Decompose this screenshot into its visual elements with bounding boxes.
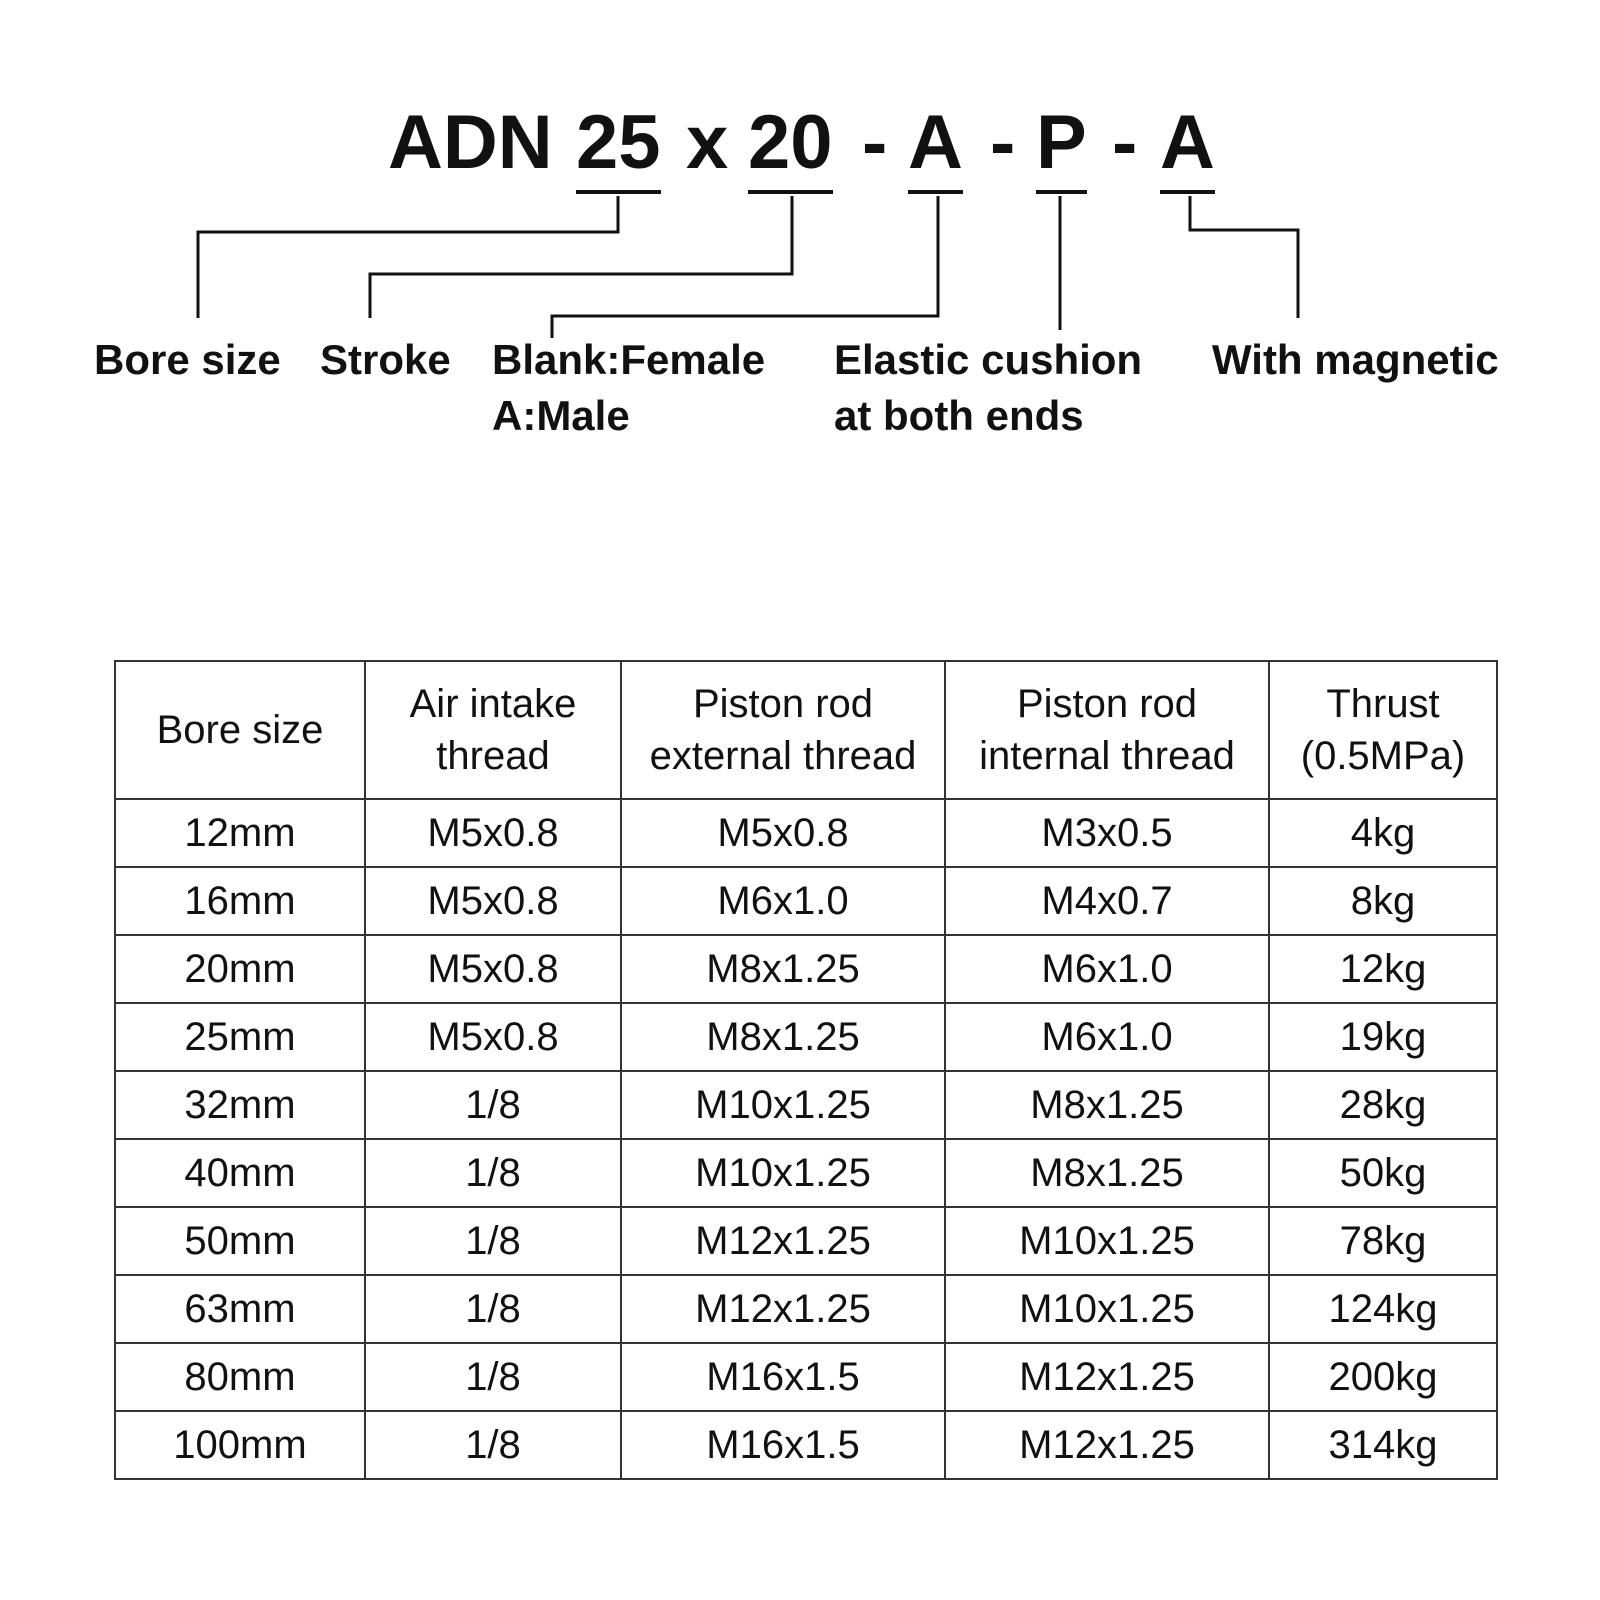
cell-external-thread: M6x1.0	[621, 867, 945, 935]
model-stroke-code: 20	[748, 98, 833, 188]
model-dash-1: -	[862, 100, 888, 185]
table-header-row	[115, 661, 1497, 799]
cell-bore-size: 100mm	[115, 1411, 365, 1479]
table-row	[115, 799, 1497, 867]
cell-internal-thread: M6x1.0	[945, 935, 1269, 1003]
model-bore-code: 25	[576, 98, 661, 188]
table-row	[115, 1139, 1497, 1207]
cell-external-thread: M10x1.25	[621, 1139, 945, 1207]
cell-thrust: 78kg	[1269, 1207, 1497, 1275]
cell-external-thread: M16x1.5	[621, 1343, 945, 1411]
model-cushion-code: P	[1036, 98, 1087, 188]
cell-thrust: 4kg	[1269, 799, 1497, 867]
cell-bore-size: 40mm	[115, 1139, 365, 1207]
cell-thrust: 314kg	[1269, 1411, 1497, 1479]
cell-internal-thread: M8x1.25	[945, 1071, 1269, 1139]
model-thread-code: A	[908, 98, 963, 188]
callout-thread-line-1: Blank:Female	[492, 336, 766, 383]
callout-thread-line-2: A:Male	[492, 392, 630, 439]
model-dash-3: -	[1112, 100, 1138, 185]
table-row	[115, 1275, 1497, 1343]
callout-stroke	[320, 332, 451, 388]
callout-bore-size-label: Bore size	[94, 336, 281, 383]
cell-external-thread: M5x0.8	[621, 799, 945, 867]
callout-cushion	[834, 332, 1142, 444]
cell-external-thread: M8x1.25	[621, 1003, 945, 1071]
cell-air-intake-thread: M5x0.8	[365, 935, 621, 1003]
cell-air-intake-thread: M5x0.8	[365, 799, 621, 867]
cell-internal-thread: M6x1.0	[945, 1003, 1269, 1071]
cell-internal-thread: M12x1.25	[945, 1343, 1269, 1411]
cell-air-intake-thread: 1/8	[365, 1411, 621, 1479]
cell-bore-size: 32mm	[115, 1071, 365, 1139]
spec-table	[114, 660, 1498, 1480]
header-bore-size: Bore size	[115, 661, 365, 799]
callout-magnetic-label: With magnetic	[1212, 336, 1499, 383]
cell-internal-thread: M4x0.7	[945, 867, 1269, 935]
table-row	[115, 867, 1497, 935]
callout-bore-size	[94, 332, 281, 388]
cell-bore-size: 20mm	[115, 935, 365, 1003]
cell-thrust: 12kg	[1269, 935, 1497, 1003]
cell-bore-size: 12mm	[115, 799, 365, 867]
model-prefix: ADN	[388, 100, 553, 185]
table-row	[115, 935, 1497, 1003]
callout-leader-lines	[0, 0, 1600, 460]
cell-thrust: 200kg	[1269, 1343, 1497, 1411]
cell-thrust: 28kg	[1269, 1071, 1497, 1139]
callout-thread-type	[492, 332, 765, 444]
cell-air-intake-thread: 1/8	[365, 1139, 621, 1207]
header-piston-rod-internal-thread: Piston rod internal thread	[945, 661, 1269, 799]
cell-internal-thread: M3x0.5	[945, 799, 1269, 867]
cell-internal-thread: M8x1.25	[945, 1139, 1269, 1207]
header-thrust: Thrust (0.5MPa)	[1269, 661, 1497, 799]
cell-bore-size: 25mm	[115, 1003, 365, 1071]
cell-thrust: 124kg	[1269, 1275, 1497, 1343]
table-row	[115, 1343, 1497, 1411]
cell-thrust: 19kg	[1269, 1003, 1497, 1071]
callout-cushion-line-1: Elastic cushion	[834, 336, 1143, 383]
cell-bore-size: 80mm	[115, 1343, 365, 1411]
cell-bore-size: 63mm	[115, 1275, 365, 1343]
cell-external-thread: M12x1.25	[621, 1207, 945, 1275]
cell-external-thread: M12x1.25	[621, 1275, 945, 1343]
model-separator-x: x	[686, 100, 729, 185]
cell-air-intake-thread: M5x0.8	[365, 1003, 621, 1071]
cell-internal-thread: M10x1.25	[945, 1207, 1269, 1275]
cell-thrust: 50kg	[1269, 1139, 1497, 1207]
model-dash-2: -	[990, 100, 1016, 185]
cell-external-thread: M8x1.25	[621, 935, 945, 1003]
callout-magnetic	[1212, 332, 1499, 388]
cell-thrust: 8kg	[1269, 867, 1497, 935]
cell-internal-thread: M10x1.25	[945, 1275, 1269, 1343]
leader-thread	[552, 196, 938, 338]
header-air-intake-thread: Air intake thread	[365, 661, 621, 799]
cell-external-thread: M16x1.5	[621, 1411, 945, 1479]
table-row	[115, 1411, 1497, 1479]
leader-stroke	[370, 196, 792, 318]
callout-cushion-line-2: at both ends	[834, 392, 1084, 439]
table-row	[115, 1071, 1497, 1139]
cell-bore-size: 16mm	[115, 867, 365, 935]
header-piston-rod-external-thread: Piston rod external thread	[621, 661, 945, 799]
table-row	[115, 1207, 1497, 1275]
callout-stroke-label: Stroke	[320, 336, 451, 383]
table-row	[115, 1003, 1497, 1071]
leader-magnetic	[1190, 196, 1298, 318]
cell-air-intake-thread: 1/8	[365, 1275, 621, 1343]
cell-air-intake-thread: M5x0.8	[365, 867, 621, 935]
cell-air-intake-thread: 1/8	[365, 1343, 621, 1411]
model-magnetic-code: A	[1160, 98, 1215, 188]
cell-bore-size: 50mm	[115, 1207, 365, 1275]
cell-air-intake-thread: 1/8	[365, 1071, 621, 1139]
cell-air-intake-thread: 1/8	[365, 1207, 621, 1275]
leader-bore-size	[198, 196, 618, 318]
cell-external-thread: M10x1.25	[621, 1071, 945, 1139]
cell-internal-thread: M12x1.25	[945, 1411, 1269, 1479]
